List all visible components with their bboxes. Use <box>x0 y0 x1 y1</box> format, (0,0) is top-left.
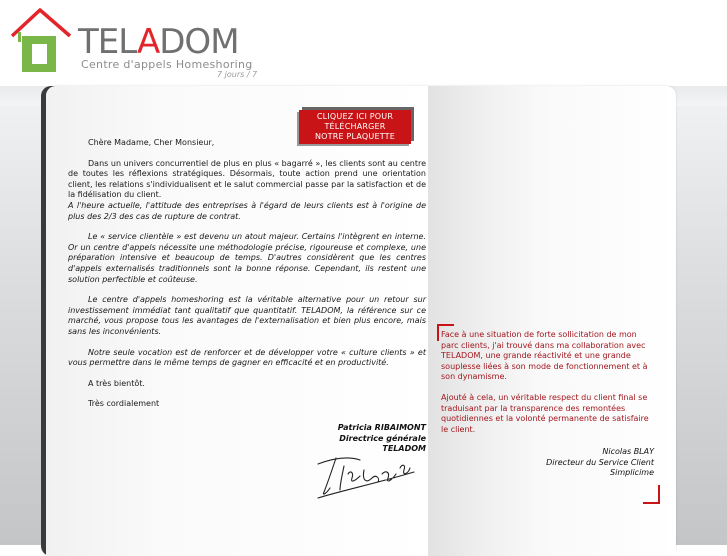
house-logo-icon <box>8 6 78 78</box>
testimonial-author-block <box>520 447 654 479</box>
letter-paragraph: Notre seule vocation est de renforcer et de développer votre « culture clients » et vous permettre dans le même temps de gagner en efficacité et en productivité. <box>68 347 426 368</box>
cta-line-3: NOTRE PLAQUETTE <box>314 132 395 141</box>
testimonial-paragraph: Ajouté à cela, un véritable respect du client final se traduisant par la transparence des remontées quotidiennes et la volonté permanente de satisfaire le client. <box>441 392 649 434</box>
letter-closing: Très cordialement <box>88 399 160 409</box>
testimonial-author: Nicolas BLAY <box>602 447 654 456</box>
letter-paragraph: Dans un univers concurrentiel de plus en plus « bagarré », les clients sont au centre de toutes les réflexions stratégiques. Désormais, toute action prend une orientation client, les relations s'individualisent et le salut commercial passe par la satisfaction et de la fidélisation du client. <box>68 158 426 200</box>
letter-closing: A très bientôt. <box>88 378 145 388</box>
letter-paragraph: A l'heure actuelle, l'attitude des entreprises à l'égard de leurs clients est à l'origine de plus des 2/3 des cas de rupture de contrat. <box>68 200 426 221</box>
cta-line-2: TÉLÉCHARGER <box>324 122 386 131</box>
testimonial-author-company: Simplicime <box>610 468 654 478</box>
handwritten-signature <box>314 450 424 502</box>
signatory-title: Directrice générale <box>339 433 426 443</box>
teladom-logo[interactable] <box>8 6 278 78</box>
brand-name: TELADOM <box>78 22 239 62</box>
client-testimonial <box>441 330 655 435</box>
letter-greeting: Chère Madame, Cher Monsieur, <box>88 138 215 147</box>
signatory-company: TELADOM <box>382 444 426 453</box>
director-letter <box>68 138 426 410</box>
brand-tagline: Centre d'appels Homeshoring <box>81 58 253 71</box>
quote-close-mark-icon <box>641 483 661 505</box>
letter-paragraph: Le « service clientèle » est devenu un atout majeur. Certains l'intègrent en interne. Or un centre d'appels nécessite une méthodologie précise, rigoureuse et complexe, une préparation intensive et beaucoup de temps. D'autres considèrent que les centres d'appels externalisés traditionnels sont la bonne réponse. Cependant, ils restent une solution perfectible et coûteuse. <box>68 232 426 284</box>
brand-availability: 7 jours / 7 <box>217 70 258 79</box>
cta-line-1: CLIQUEZ ICI POUR <box>316 112 394 121</box>
signatory-name: Patricia RIBAIMONT <box>337 423 426 432</box>
letter-paragraph: Le centre d'appels homeshoring est la véritable alternative pour un retour sur investissement immédiat tant qualitatif que quantitatif. TELADOM, la référence sur ce marché, vous propose tous les avantages de l'externalisation et bien plus encore, mais sans les inconvénients. <box>68 295 426 336</box>
testimonial-author-title: Directeur du Service Client <box>546 457 654 467</box>
testimonial-paragraph: Face à une situation de forte sollicitation de mon parc clients, j'ai trouvé dans ma collaboration avec TELADOM, une grande réactivité et une grande souplesse liées à son mode de fonctionnement et à son dynamisme. <box>441 330 648 382</box>
